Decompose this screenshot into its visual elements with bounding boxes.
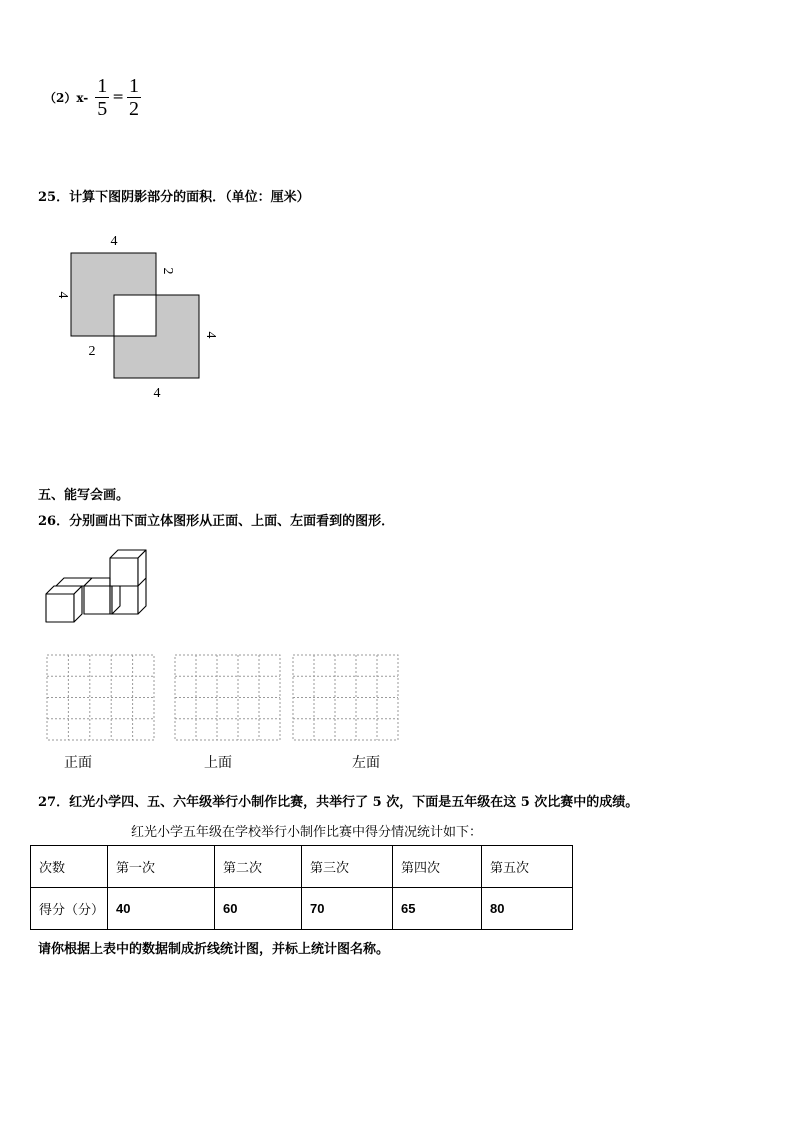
dim-top: 4 (110, 234, 118, 249)
table-row-header (31, 846, 573, 888)
table-cell: 第二次 (215, 846, 302, 888)
section5-title: 五、能写会画。 (38, 488, 130, 503)
q27-instruction: 请你根据上表中的数据制成折线统计图，并标上统计图名称。 (38, 942, 390, 957)
table-cell: 80 (482, 888, 573, 930)
table-row-scores (31, 888, 573, 930)
shaded-area-figure (40, 226, 240, 406)
table-cell: 40 (108, 888, 215, 930)
q27-table-caption: 红光小学五年级在学校举行小制作比赛中得分情况统计如下： (131, 825, 483, 840)
table-cell: 70 (302, 888, 393, 930)
q25-title: 25．计算下图阴影部分的面积．（单位：厘米） (38, 190, 310, 205)
view-label-front: 正面 (64, 755, 92, 771)
denominator: 5 (97, 97, 108, 120)
numerator: 1 (97, 74, 108, 97)
equals-sign: = (112, 89, 125, 105)
equation-q24-2 (44, 74, 144, 120)
fraction-one-fifth (95, 76, 109, 119)
table-cell: 得分（分） (31, 888, 108, 930)
overlap-square (114, 295, 156, 336)
dim-right-lower: 4 (203, 331, 218, 339)
table-cell: 第一次 (108, 846, 215, 888)
q26-title: 26．分别画出下面立体图形从正面、上面、左面看到的图形． (38, 514, 395, 529)
denominator: 2 (129, 97, 140, 120)
equation-label: （2）x- (44, 90, 89, 105)
table-cell: 次数 (31, 846, 108, 888)
dim-bottom: 4 (153, 386, 161, 401)
fraction-one-half (127, 76, 141, 119)
dim-mid-left: 2 (88, 344, 96, 359)
grid-front-view[interactable] (46, 654, 156, 742)
numerator: 1 (129, 74, 140, 97)
table-cell: 第五次 (482, 846, 573, 888)
cube-stack-figure (40, 544, 160, 628)
view-label-top: 上面 (204, 755, 232, 771)
dim-left: 4 (55, 291, 70, 299)
table-cell: 第四次 (393, 846, 482, 888)
dim-right-upper: 2 (160, 267, 175, 275)
table-cell: 第三次 (302, 846, 393, 888)
grid-top-view[interactable] (174, 654, 282, 742)
score-table (30, 845, 573, 930)
grid-left-view[interactable] (292, 654, 400, 742)
view-label-left: 左面 (352, 755, 380, 771)
q27-title: 27．红光小学四、五、六年级举行小制作比赛，共举行了 5 次，下面是五年级在这 5 次比赛中的成绩。 (38, 795, 639, 810)
table-cell: 65 (393, 888, 482, 930)
table-cell: 60 (215, 888, 302, 930)
